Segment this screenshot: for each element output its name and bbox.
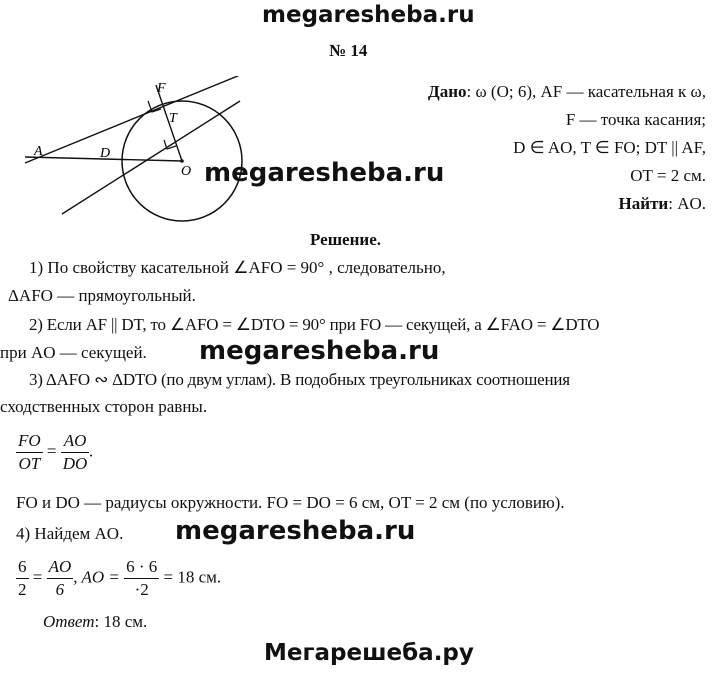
label-f: F bbox=[157, 81, 166, 96]
step-1-line-2: ΔAFO — прямоугольный. bbox=[8, 286, 196, 305]
step-3-line-2: сходственных сторон равны. bbox=[0, 397, 208, 416]
footer-watermark: Мегарешеба.ру bbox=[264, 640, 474, 666]
given-line-1: Дано: ω (O; 6), AF — касательная к ω, bbox=[428, 82, 706, 101]
center-point-o bbox=[180, 159, 184, 163]
given-line-2: F — точка касания; bbox=[565, 110, 706, 129]
answer-line: Ответ: 18 см. bbox=[43, 612, 148, 631]
step-3-line-1: 3) ΔAFO ∾ ΔDTO (по двум углам). В подобных треугольниках соотношения bbox=[29, 370, 570, 389]
watermark-2: megaresheba.ru bbox=[199, 336, 440, 366]
label-o: O bbox=[181, 164, 192, 179]
ratio-equation: $\frac{FO}{OT}$ = $\frac{AO}{DO}$ . bbox=[18, 431, 94, 473]
given-line-3: D ∈ AO, T ∈ FO; DT || AF, bbox=[513, 138, 706, 157]
problem-number: № 14 bbox=[329, 41, 368, 60]
find-label: Найти bbox=[618, 194, 669, 213]
find-line: Найти: AO. bbox=[618, 194, 706, 213]
step-2-line-1: 2) Если AF || DT, то ∠AFO = ∠DTO = 90° при FO — секущей, а ∠FAO = ∠DTO bbox=[29, 315, 600, 334]
watermark-top: megaresheba.ru bbox=[262, 2, 475, 28]
computation-equation: $\frac{6}{2}$ = $\frac{AO}{6}$ , AO = $\frac{6 \cdot 6}{\cdot 2}$ = 18 см. bbox=[18, 557, 222, 599]
given-block bbox=[428, 78, 706, 218]
label-t: T bbox=[169, 111, 177, 126]
given-label: Дано bbox=[428, 82, 467, 101]
step-4: 4) Найдем AO. bbox=[16, 524, 124, 543]
watermark-3: megaresheba.ru bbox=[175, 516, 416, 546]
solution-title: Решение. bbox=[310, 230, 381, 249]
given-line-4: OT = 2 см. bbox=[630, 166, 706, 185]
watermark-middle: megaresheba.ru bbox=[204, 158, 445, 188]
geometry-figure bbox=[20, 76, 250, 236]
step-1-line-1: 1) По свойству касательной ∠AFO = 90° , следовательно, bbox=[29, 258, 446, 277]
answer-label: Ответ bbox=[43, 612, 95, 631]
label-a: A bbox=[34, 144, 43, 159]
step-3-line-3: FO и DO — радиусы окружности. FO = DO = 6 см, OT = 2 см (по условию). bbox=[16, 493, 565, 512]
step-2-line-2: при AO — секущей. bbox=[0, 343, 147, 362]
label-d: D bbox=[100, 146, 111, 161]
